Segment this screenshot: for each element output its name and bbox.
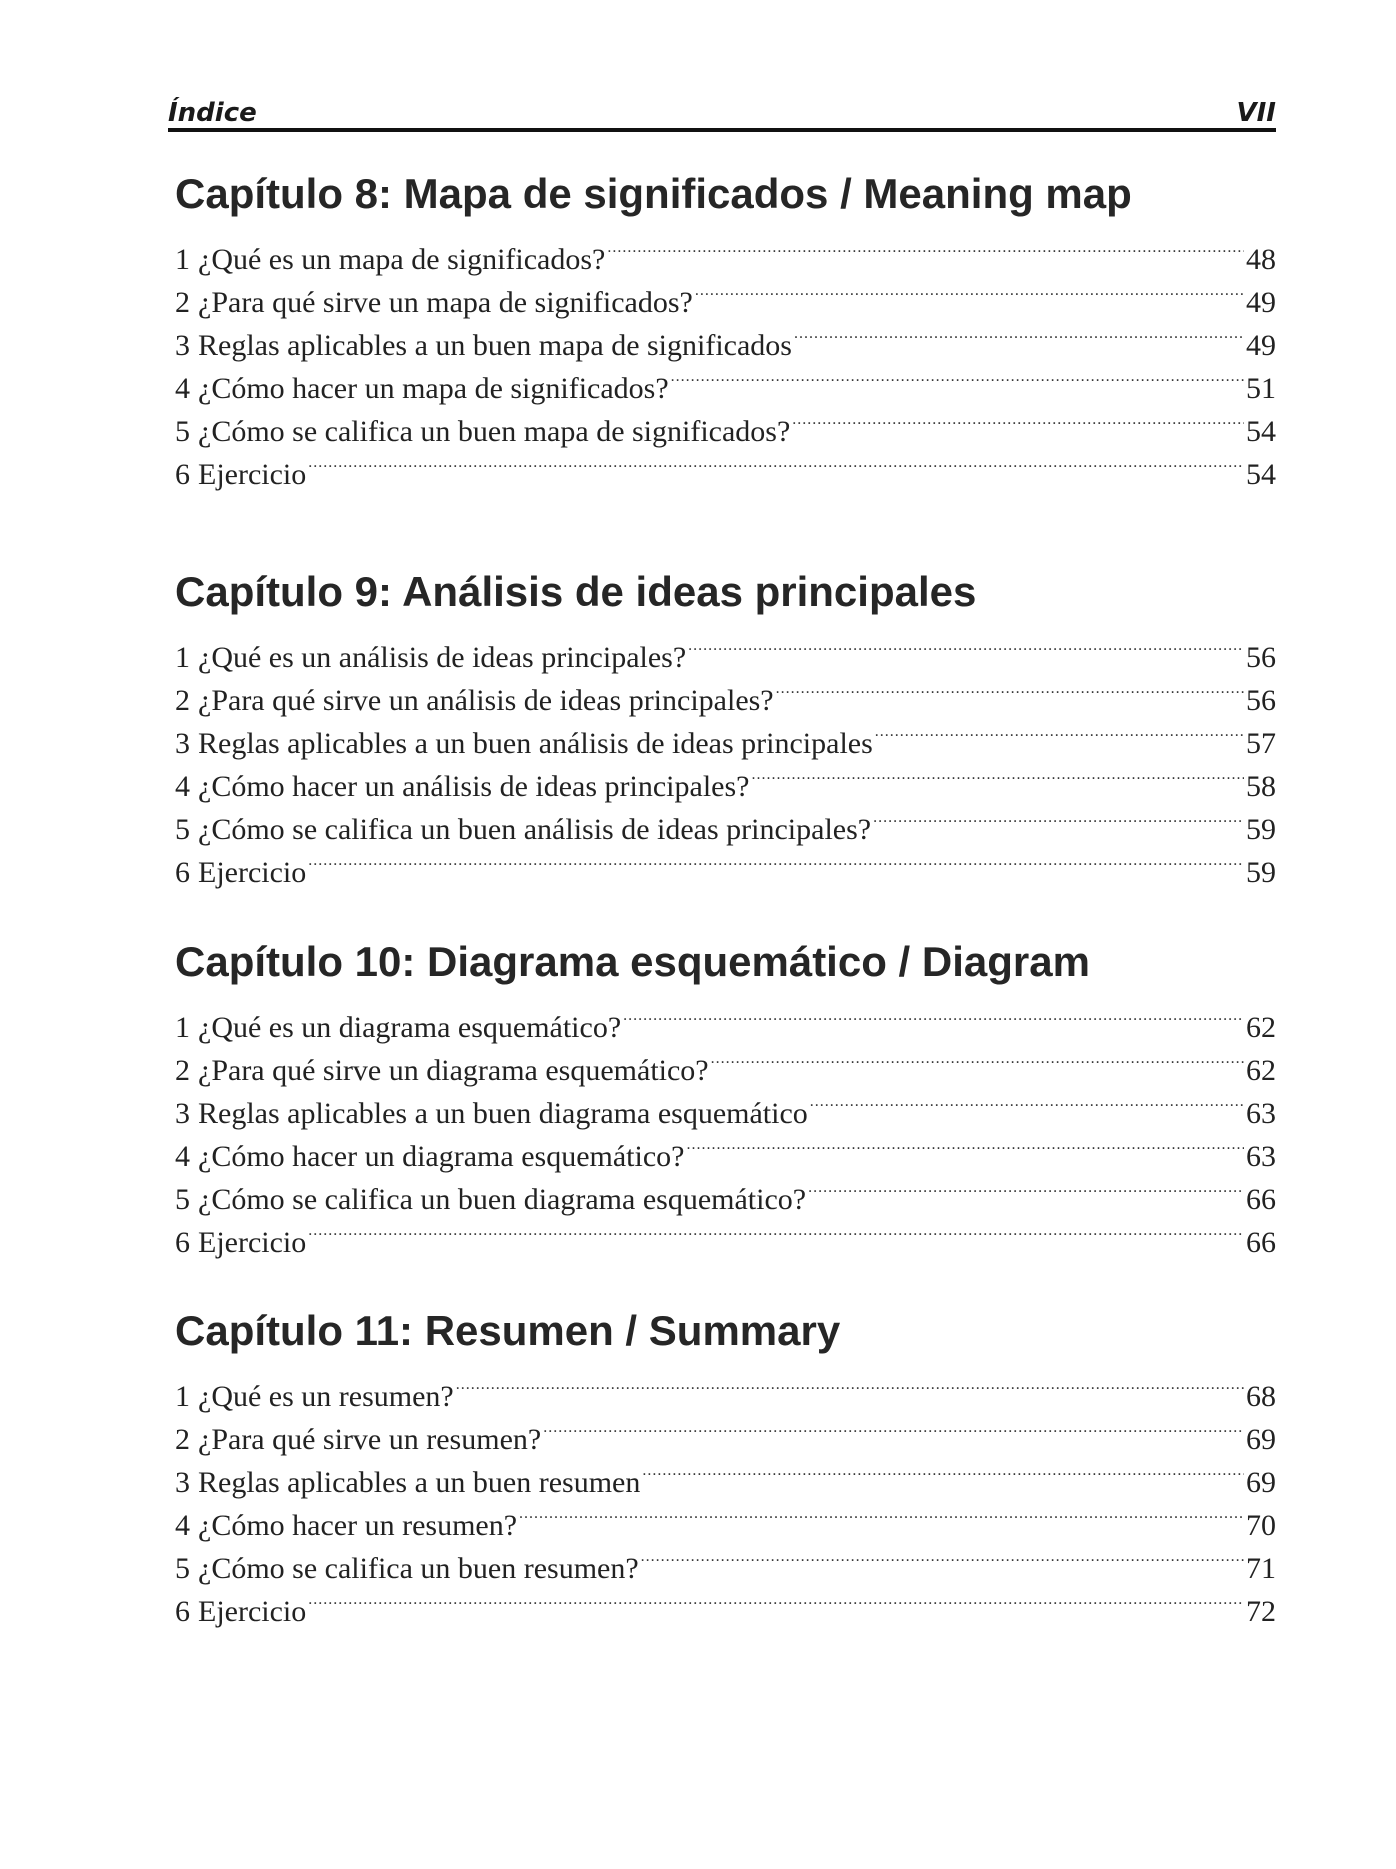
dot-leader xyxy=(792,398,1244,441)
entry-page: 59 xyxy=(1246,813,1276,846)
toc-list xyxy=(175,226,1276,491)
entry-number: 1 xyxy=(175,1380,190,1413)
entry-label: ¿Para qué sirve un resumen? xyxy=(198,1423,542,1456)
entry-number: 4 xyxy=(175,372,190,405)
entry-page: 57 xyxy=(1246,727,1276,760)
header-rule xyxy=(168,128,1276,132)
entry-page: 49 xyxy=(1246,329,1276,362)
dot-leader xyxy=(873,796,1244,839)
dot-leader xyxy=(308,1578,1244,1621)
entry-number: 6 xyxy=(175,1595,190,1628)
entry-label: ¿Cómo hacer un análisis de ideas principales? xyxy=(198,770,750,803)
entry-page: 56 xyxy=(1246,684,1276,717)
entry-page: 49 xyxy=(1246,286,1276,319)
dot-leader xyxy=(308,839,1244,882)
entry-number: 2 xyxy=(175,1423,190,1456)
chapter-10 xyxy=(175,934,1276,1259)
entry-number: 6 xyxy=(175,1226,190,1259)
entry-number: 1 xyxy=(175,1011,190,1044)
toc-entry[interactable] xyxy=(175,1209,1276,1259)
dot-leader xyxy=(688,624,1244,667)
entry-label: ¿Cómo se califica un buen diagrama esquemático? xyxy=(198,1183,807,1216)
entry-label: ¿Cómo se califica un buen análisis de ideas principales? xyxy=(198,813,872,846)
toc-entry[interactable] xyxy=(175,994,1276,1044)
toc-list xyxy=(175,994,1276,1259)
entry-page: 58 xyxy=(1246,770,1276,803)
entry-number: 2 xyxy=(175,1054,190,1087)
entry-label: ¿Cómo se califica un buen resumen? xyxy=(198,1552,639,1585)
entry-label: Ejercicio xyxy=(198,856,307,889)
entry-page: 68 xyxy=(1246,1380,1276,1413)
dot-leader xyxy=(776,667,1244,710)
entry-number: 6 xyxy=(175,458,190,491)
entry-page: 54 xyxy=(1246,415,1276,448)
dot-leader xyxy=(642,1449,1244,1492)
entry-label: Ejercicio xyxy=(198,458,307,491)
dot-leader xyxy=(711,1037,1244,1080)
entry-number: 2 xyxy=(175,684,190,717)
entry-page: 62 xyxy=(1246,1011,1276,1044)
entry-page: 70 xyxy=(1246,1509,1276,1542)
toc-list xyxy=(175,1363,1276,1628)
entry-number: 3 xyxy=(175,329,190,362)
entry-number: 3 xyxy=(175,1097,190,1130)
entry-label: Reglas aplicables a un buen mapa de significados xyxy=(198,329,792,362)
entry-label: Reglas aplicables a un buen resumen xyxy=(198,1466,641,1499)
dot-leader xyxy=(543,1406,1244,1449)
toc-entry[interactable] xyxy=(175,624,1276,674)
entry-label: ¿Cómo hacer un diagrama esquemático? xyxy=(198,1140,685,1173)
running-header xyxy=(168,88,1276,128)
dot-leader xyxy=(751,753,1244,796)
entry-number: 3 xyxy=(175,1466,190,1499)
entry-number: 3 xyxy=(175,727,190,760)
entry-page: 63 xyxy=(1246,1140,1276,1173)
dot-leader xyxy=(456,1363,1244,1406)
entry-label: Reglas aplicables a un buen diagrama esquemático xyxy=(198,1097,808,1130)
entry-page: 54 xyxy=(1246,458,1276,491)
entry-label: ¿Qué es un resumen? xyxy=(198,1380,454,1413)
entry-label: ¿Cómo hacer un mapa de significados? xyxy=(198,372,669,405)
dot-leader xyxy=(641,1535,1244,1578)
dot-leader xyxy=(875,710,1244,753)
entry-label: ¿Para qué sirve un diagrama esquemático? xyxy=(198,1054,709,1087)
entry-page: 66 xyxy=(1246,1226,1276,1259)
header-page-number: VII xyxy=(1236,98,1276,128)
chapter-8 xyxy=(175,166,1276,491)
chapter-11 xyxy=(175,1303,1276,1628)
entry-number: 5 xyxy=(175,1552,190,1585)
dot-leader xyxy=(810,1080,1244,1123)
entry-label: Ejercicio xyxy=(198,1226,307,1259)
chapter-9 xyxy=(175,564,1276,889)
header-section-title: Índice xyxy=(168,98,257,128)
chapter-title: Capítulo 9: Análisis de ideas principales xyxy=(175,568,977,615)
chapter-title: Capítulo 11: Resumen / Summary xyxy=(175,1307,841,1354)
entry-page: 62 xyxy=(1246,1054,1276,1087)
entry-page: 69 xyxy=(1246,1423,1276,1456)
entry-label: ¿Para qué sirve un análisis de ideas principales? xyxy=(198,684,774,717)
dot-leader xyxy=(519,1492,1244,1535)
entry-label: ¿Para qué sirve un mapa de significados? xyxy=(198,286,693,319)
dot-leader xyxy=(308,441,1244,484)
entry-page: 48 xyxy=(1246,243,1276,276)
entry-page: 56 xyxy=(1246,641,1276,674)
entry-label: Reglas aplicables a un buen análisis de ideas principales xyxy=(198,727,873,760)
entry-page: 63 xyxy=(1246,1097,1276,1130)
dot-leader xyxy=(308,1209,1244,1252)
dot-leader xyxy=(607,226,1244,269)
dot-leader xyxy=(671,355,1244,398)
dot-leader xyxy=(808,1166,1244,1209)
entry-page: 72 xyxy=(1246,1595,1276,1628)
entry-number: 5 xyxy=(175,415,190,448)
entry-number: 1 xyxy=(175,243,190,276)
dot-leader xyxy=(695,269,1244,312)
entry-label: ¿Qué es un diagrama esquemático? xyxy=(198,1011,622,1044)
entry-number: 4 xyxy=(175,1140,190,1173)
toc-entry[interactable] xyxy=(175,839,1276,889)
entry-page: 59 xyxy=(1246,856,1276,889)
entry-number: 2 xyxy=(175,286,190,319)
entry-label: ¿Cómo hacer un resumen? xyxy=(198,1509,518,1542)
entry-number: 6 xyxy=(175,856,190,889)
chapter-title: Capítulo 10: Diagrama esquemático / Diagram xyxy=(175,938,1090,985)
entry-page: 66 xyxy=(1246,1183,1276,1216)
entry-label: ¿Cómo se califica un buen mapa de significados? xyxy=(198,415,791,448)
entry-number: 1 xyxy=(175,641,190,674)
dot-leader xyxy=(686,1123,1244,1166)
toc-entry[interactable] xyxy=(175,441,1276,491)
entry-number: 4 xyxy=(175,1509,190,1542)
toc-entry[interactable] xyxy=(175,226,1276,276)
dot-leader xyxy=(794,312,1244,355)
entry-label: Ejercicio xyxy=(198,1595,307,1628)
entry-label: ¿Qué es un mapa de significados? xyxy=(198,243,606,276)
entry-page: 69 xyxy=(1246,1466,1276,1499)
toc-list xyxy=(175,624,1276,889)
entry-number: 5 xyxy=(175,1183,190,1216)
toc-entry[interactable] xyxy=(175,1363,1276,1413)
entry-page: 51 xyxy=(1246,372,1276,405)
toc-entry[interactable] xyxy=(175,1578,1276,1628)
chapter-title: Capítulo 8: Mapa de significados / Meaning map xyxy=(175,170,1132,217)
dot-leader xyxy=(623,994,1244,1037)
entry-label: ¿Qué es un análisis de ideas principales? xyxy=(198,641,687,674)
entry-page: 71 xyxy=(1246,1552,1276,1585)
entry-number: 5 xyxy=(175,813,190,846)
entry-number: 4 xyxy=(175,770,190,803)
